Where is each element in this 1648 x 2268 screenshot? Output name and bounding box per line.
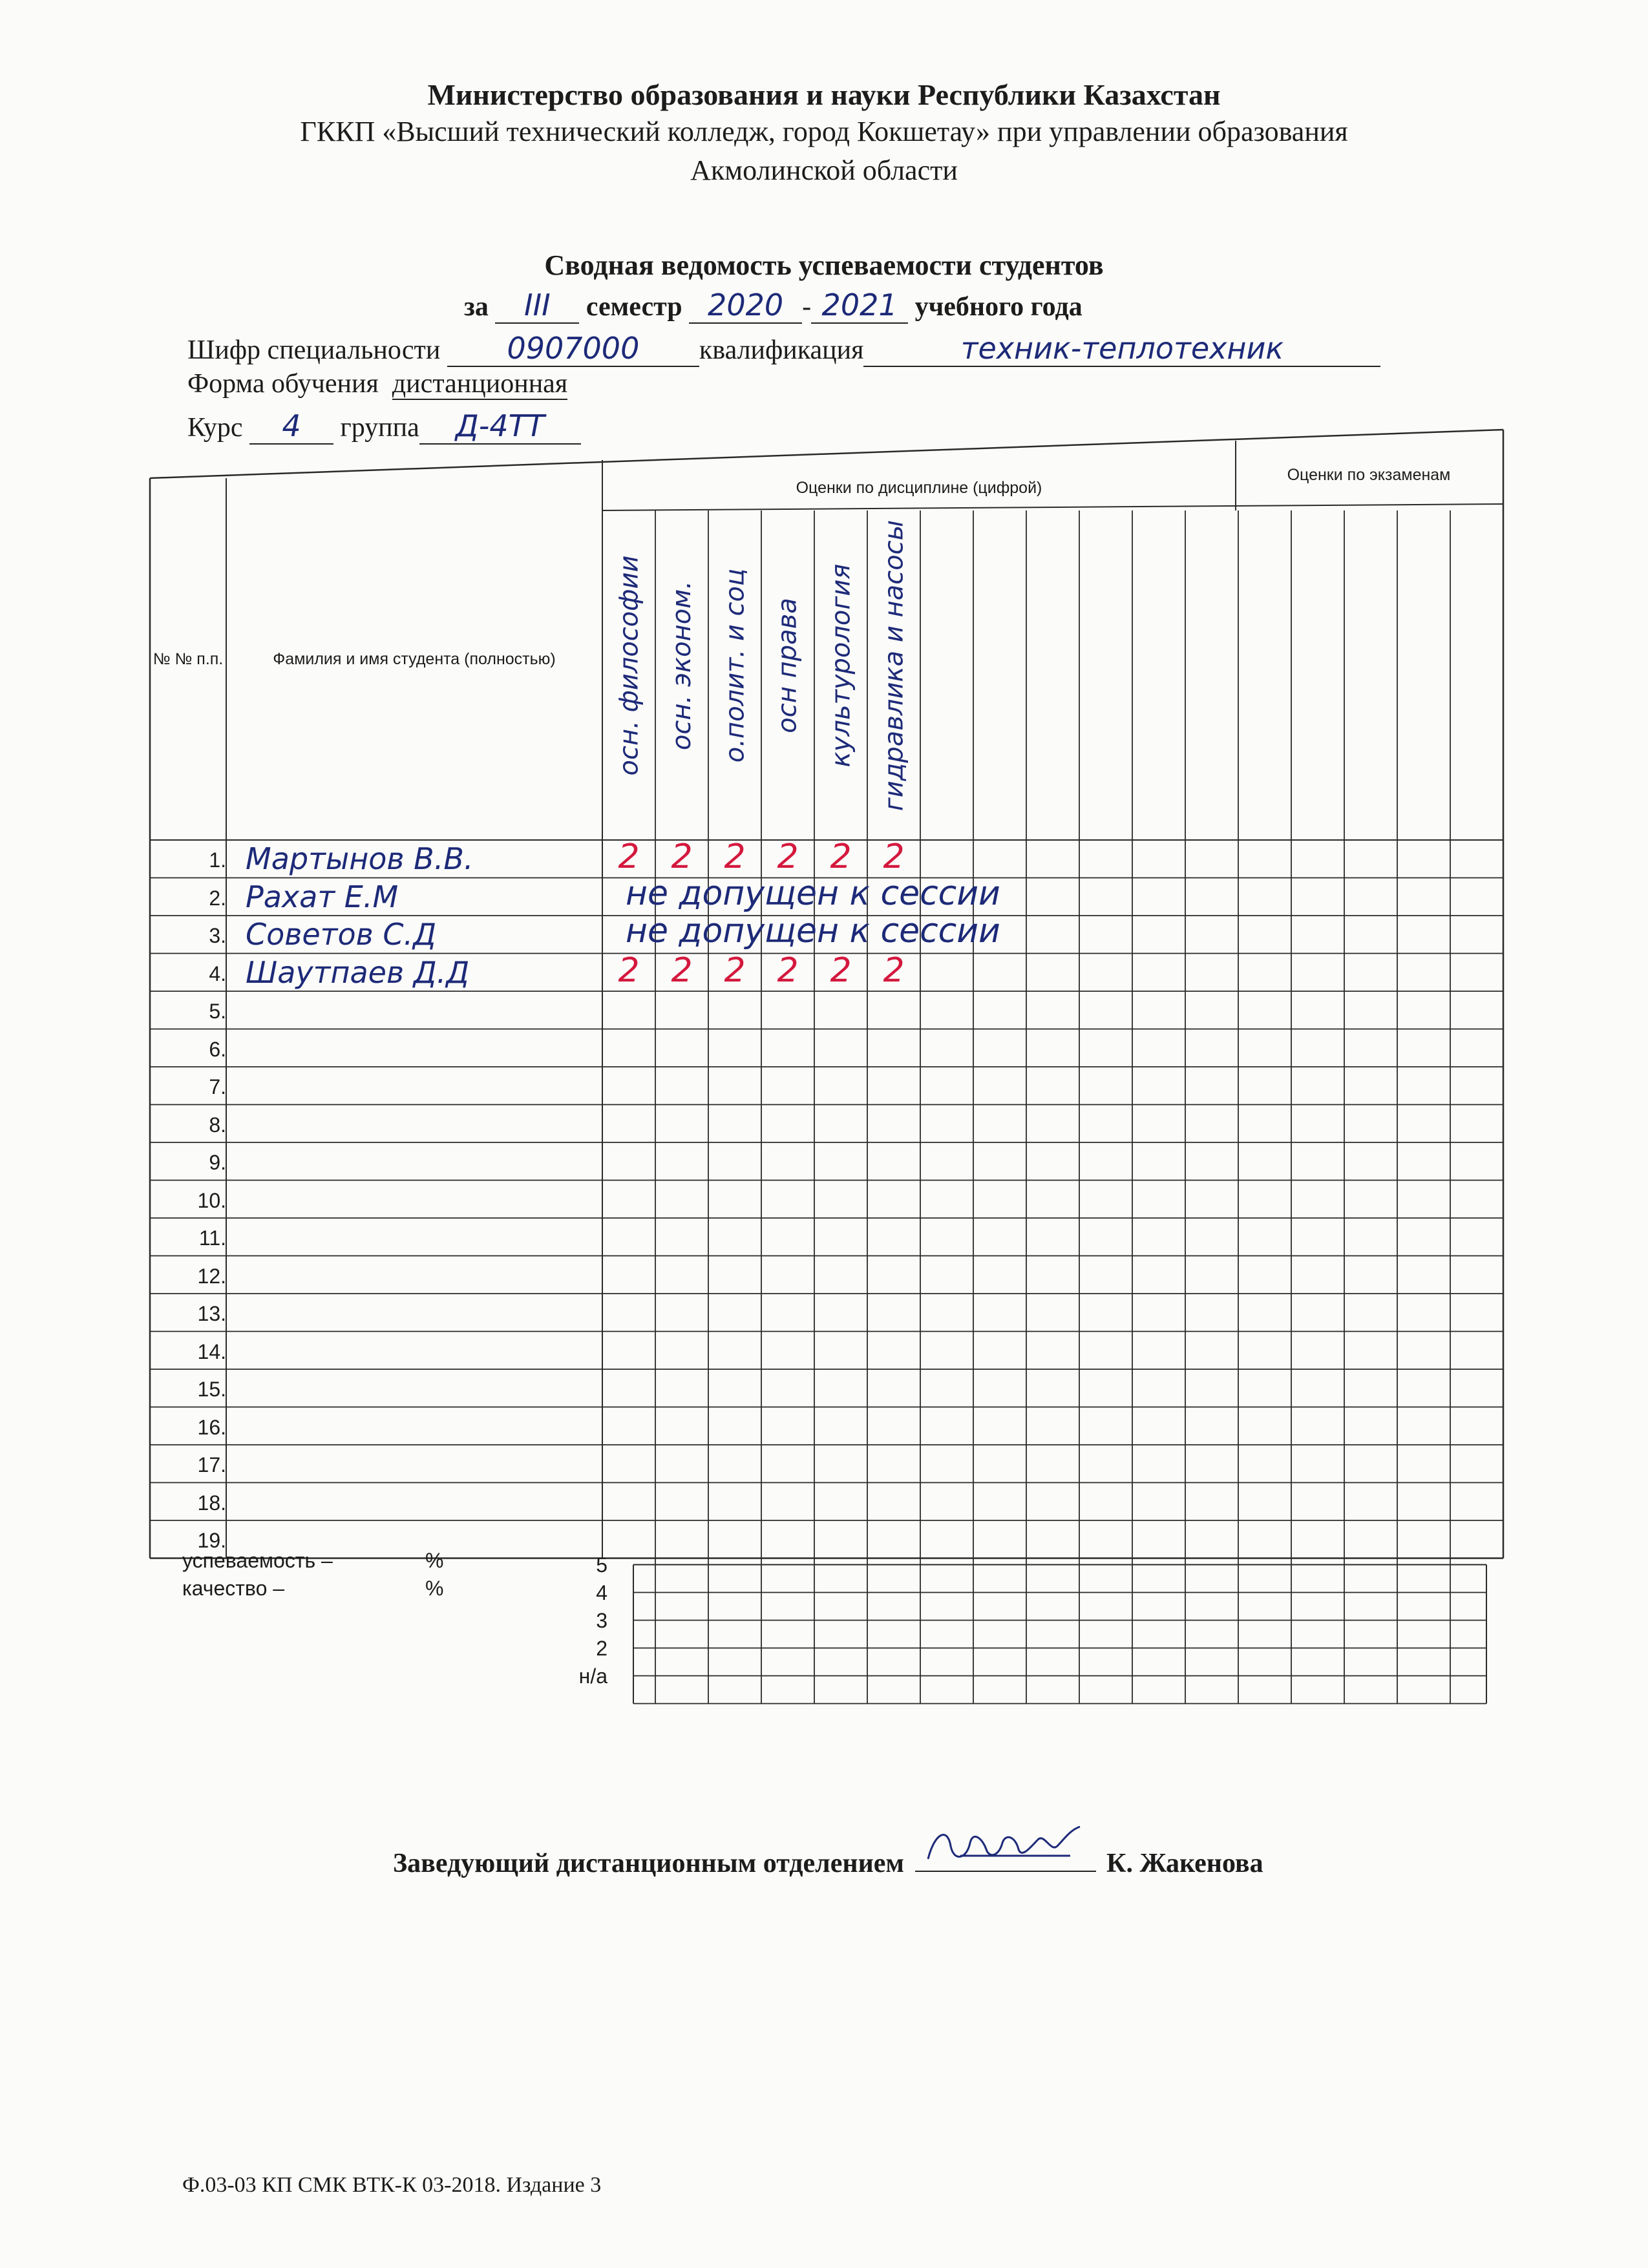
discipline-header — [823, 523, 858, 808]
row-number: 16. — [197, 1415, 226, 1439]
grade-mark: 2 — [830, 950, 852, 990]
grade-mark: 2 — [883, 950, 905, 990]
grade-mark: 2 — [671, 837, 693, 876]
row-number: 2. — [209, 886, 226, 910]
col-exams-header: Оценки по экзаменам — [1287, 465, 1451, 484]
discipline-header — [770, 523, 805, 808]
year-end-value: 2021 — [821, 288, 898, 322]
discipline-name: культурология — [826, 563, 856, 768]
row-number: 19. — [197, 1529, 226, 1552]
grade-mark: 2 — [724, 837, 746, 876]
discipline-header — [717, 523, 752, 808]
specialty-code-value: 0907000 — [507, 331, 640, 366]
student-name: Рахат Е.М — [246, 879, 399, 914]
period-line: за III семестр 2020 - 2021 учебного года — [464, 288, 1083, 322]
document-form-id: Ф.03-03 КП СМК ВТК-К 03-2018. Издание 3 — [182, 2173, 602, 2197]
discipline-name: осн. философии — [614, 555, 644, 776]
grade-mark: 2 — [777, 837, 799, 876]
document-title: Сводная ведомость успеваемости студентов — [544, 249, 1104, 281]
quality-label: качество – — [182, 1577, 285, 1600]
college-name: ГККП «Высший технический колледж, город Кокшетау» при управлении образования — [300, 116, 1348, 147]
group-value: Д-4ТТ — [455, 408, 545, 443]
region-name: Акмолинской области — [690, 154, 958, 186]
row-number: 12. — [197, 1264, 226, 1288]
grade-mark: 2 — [671, 950, 693, 990]
row-number: 18. — [197, 1491, 226, 1515]
specialty-code-label: Шифр специальности — [187, 335, 441, 365]
grade-count-label: 3 — [596, 1608, 607, 1632]
row-number: 5. — [209, 1000, 226, 1023]
group-label: группа — [340, 413, 419, 443]
row-number: 14. — [197, 1339, 226, 1363]
quality-percent: % — [425, 1577, 444, 1600]
grade-mark: 2 — [618, 837, 640, 876]
grade-count-label: 4 — [596, 1580, 607, 1604]
discipline-name: гидравлика и насосы — [879, 520, 909, 812]
row-number: 8. — [209, 1113, 226, 1137]
row-number: 6. — [209, 1037, 226, 1061]
performance-label: успеваемость – — [182, 1549, 333, 1572]
course-value: 4 — [282, 408, 301, 443]
discipline-name: о.полит. и соц — [720, 568, 750, 763]
discipline-header — [611, 523, 646, 808]
col-number-header: № № п.п. — [153, 649, 224, 668]
discipline-header — [664, 523, 699, 808]
discipline-name: осн права — [773, 598, 803, 733]
row-note: не допущен к сессии — [626, 874, 1000, 913]
row-number: 15. — [197, 1378, 226, 1401]
student-name: Шаутпаев Д.Д — [246, 954, 470, 990]
student-name: Советов С.Д — [246, 917, 437, 952]
grade-mark: 2 — [830, 837, 852, 876]
grade-count-label: 5 — [596, 1553, 607, 1577]
row-number: 10. — [197, 1188, 226, 1212]
discipline-header — [876, 520, 911, 812]
grade-mark: 2 — [777, 950, 799, 990]
semester-label: семестр — [586, 292, 682, 322]
col-grades-header: Оценки по дисциплине (цифрой) — [796, 478, 1042, 497]
col-name-header: Фамилия и имя студента (полностью) — [273, 649, 556, 668]
row-number: 11. — [198, 1226, 226, 1250]
study-form-value: дистанционная — [392, 369, 568, 399]
grade-count-label: 2 — [596, 1636, 607, 1660]
period-prefix: за — [464, 292, 489, 322]
row-number: 17. — [197, 1453, 226, 1476]
study-form-label: Форма обучения — [187, 369, 379, 399]
signature-block — [393, 1845, 1263, 1879]
year-label: учебного года — [914, 292, 1083, 322]
row-note: не допущен к сессии — [626, 912, 1000, 950]
semester-value: III — [524, 288, 551, 322]
discipline-name: осн. эконом. — [667, 580, 697, 751]
grade-mark: 2 — [724, 950, 746, 990]
performance-percent: % — [425, 1549, 444, 1572]
row-number: 9. — [209, 1151, 226, 1174]
signature-name: К. Жакенова — [1106, 1849, 1263, 1878]
grade-mark: 2 — [618, 950, 640, 990]
signature-line — [915, 1845, 1096, 1872]
ministry-heading: Министерство образования и науки Республики Казахстан — [427, 78, 1221, 111]
qualification-label: квалификация — [699, 335, 864, 365]
year-start-value: 2020 — [708, 288, 784, 322]
row-number: 1. — [209, 848, 226, 872]
qualification-value: техник-теплотехник — [960, 331, 1284, 366]
row-number: 4. — [209, 961, 226, 985]
grade-mark: 2 — [883, 837, 905, 876]
row-number: 3. — [209, 924, 226, 947]
signature-title: Заведующий дистанционным отделением — [393, 1849, 905, 1878]
course-label: Курс — [187, 413, 243, 443]
row-number: 13. — [197, 1302, 226, 1325]
handwritten-signature — [922, 1820, 1090, 1872]
row-number: 7. — [209, 1075, 226, 1098]
grade-count-label: н/а — [578, 1664, 607, 1688]
student-name: Мартынов В.В. — [246, 841, 474, 876]
